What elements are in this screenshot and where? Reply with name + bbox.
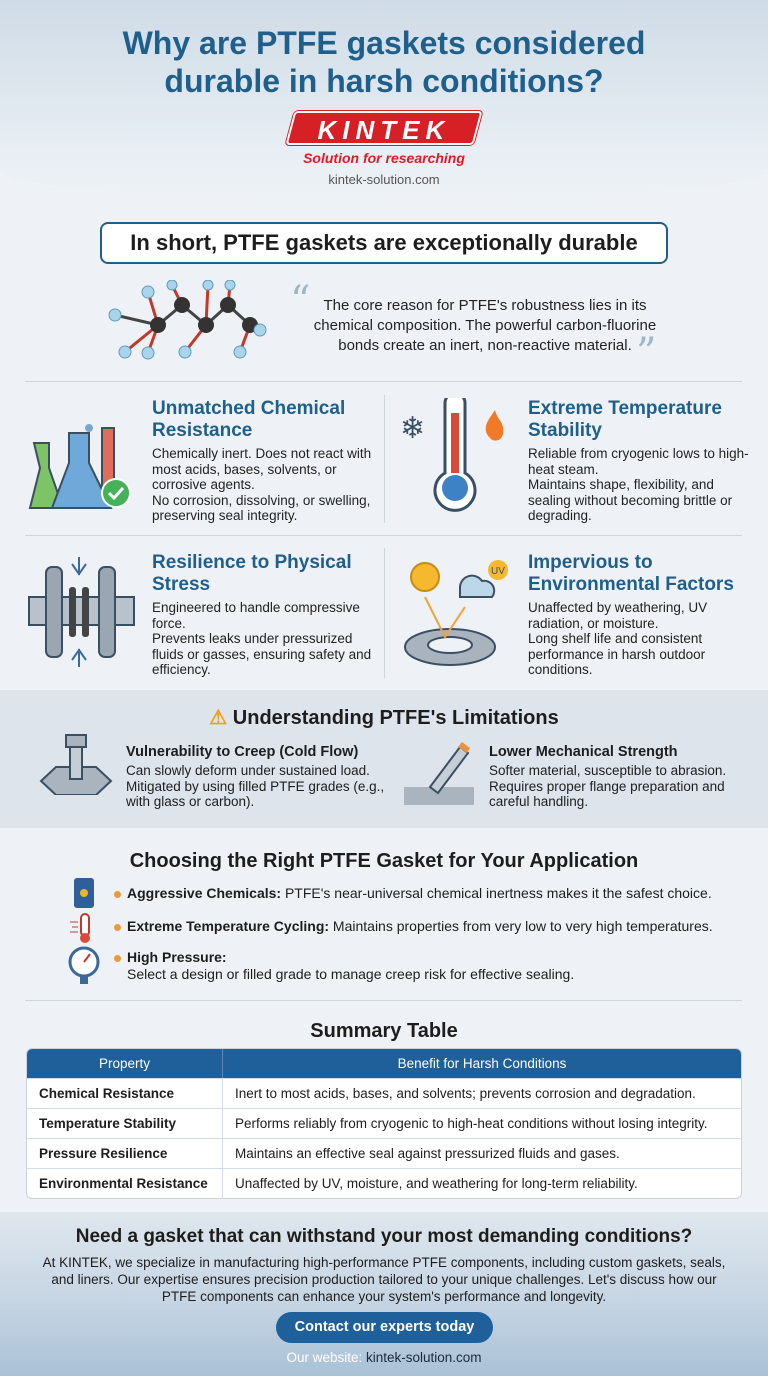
kintek-logo: KINTEK — [285, 111, 482, 145]
table-header-row — [27, 1049, 741, 1078]
contact-experts-button[interactable]: Contact our experts today — [276, 1312, 493, 1343]
feature-text: Unaffected by weathering, UV radiation, or moisture. Long shelf life and consistent performance in harsh outdoor conditions. — [528, 600, 708, 677]
scratch-tool-icon — [402, 742, 477, 807]
table-row — [27, 1138, 741, 1168]
feature-text: Chemically inert. Does not react with most acids, bases, solvents, or corrosive agents. No corrosion, dissolving, or swelling, preserving seal integrity. — [152, 446, 372, 523]
ptfe-molecule-icon — [100, 280, 270, 370]
warning-icon: ⚠ — [209, 707, 228, 729]
choosing-item: Extreme Temperature Cycling: Maintains properties from very low to very high temperatures. — [114, 918, 713, 935]
choosing-item: High Pressure: Select a design or filled grade to manage creep risk for effective sealing. — [114, 949, 574, 983]
quote-text: The core reason for PTFE's robustness lies in its chemical composition. The powerful carbon-fluorine bonds create an inert, non-reactive material. — [313, 297, 657, 354]
slogan: Solution for researching — [303, 150, 465, 166]
compressed-flange-icon — [24, 552, 144, 672]
lab-flasks-icon — [24, 398, 144, 518]
table-cell: Performs reliably from cryogenic to high-heat conditions without losing integrity. — [223, 1108, 741, 1138]
feature-temperature-stability — [400, 398, 760, 543]
table-cell: Environmental Resistance — [27, 1168, 223, 1198]
cta-text: At KINTEK, we specialize in manufacturing high-performance PTFE components, including custom gaskets, seals, and liners. Our expertise ensures precision production tailored to your unique challenges. Let's discuss how our PTFE components can enhance your system's performance and longevity. — [42, 1255, 726, 1304]
feature-title: Impervious to Environmental Factors — [528, 552, 734, 595]
feature-text: Reliable from cryogenic lows to high-heat steam. Maintains shape, flexibility, and sealing without becoming brittle or degrading. — [528, 446, 749, 523]
feature-title: Extreme Temperature Stability — [528, 398, 722, 441]
quote-close-icon: ” — [636, 330, 657, 376]
column-header: Benefit for Harsh Conditions — [223, 1049, 741, 1078]
feature-physical-stress — [24, 552, 384, 697]
divider — [25, 1000, 742, 1001]
table-row — [27, 1108, 741, 1138]
column-header: Property — [27, 1049, 223, 1078]
limitations-title: ⚠ Understanding PTFE's Limitations — [209, 707, 559, 729]
svg-text:UV: UV — [491, 566, 505, 577]
table-cell: Inert to most acids, bases, and solvents; prevents corrosion and degradation. — [223, 1078, 741, 1108]
pressure-gauge-icon — [68, 946, 100, 986]
table-row — [27, 1168, 741, 1198]
choosing-item: Aggressive Chemicals: PTFE's near-universal chemical inertness makes it the safest choice. — [114, 885, 712, 902]
svg-text:❄: ❄ — [400, 412, 426, 445]
page-title: Why are PTFE gaskets considered durable in harsh conditions? — [122, 25, 646, 99]
feature-title: Resilience to Physical Stress — [152, 552, 352, 595]
header-url[interactable]: kintek-solution.com — [328, 172, 440, 187]
divider — [25, 381, 742, 382]
table-row — [27, 1078, 741, 1108]
bolt-flange-icon — [36, 733, 116, 795]
choosing-title: Choosing the Right PTFE Gasket for Your Application — [129, 850, 639, 872]
feature-environmental-factors — [400, 552, 760, 697]
feature-title: Unmatched Chemical Resistance — [152, 398, 346, 441]
table-cell: Chemical Resistance — [27, 1078, 223, 1108]
feature-chemical-resistance — [24, 398, 384, 543]
website-line: Our website: kintek-solution.com — [286, 1350, 482, 1365]
thermometer-icon — [68, 912, 98, 944]
summary-box: In short, PTFE gaskets are exceptionally durable — [100, 222, 668, 264]
website-link[interactable]: kintek-solution.com — [365, 1350, 482, 1365]
sun-cloud-gasket-icon — [400, 552, 520, 672]
table-cell: Maintains an effective seal against pressurized fluids and gases. — [223, 1138, 741, 1168]
thermometer-icon — [400, 398, 520, 518]
limitation-strength: Lower Mechanical Strength Softer material, susceptible to abrasion. Requires proper flange preparation and careful handling. — [489, 744, 727, 809]
table-cell: Unaffected by UV, moisture, and weathering for long-term reliability. — [223, 1168, 741, 1198]
limitation-creep: Vulnerability to Creep (Cold Flow) Can slowly deform under sustained load. Mitigated by using filled PTFE grades (e.g., with glass or carbon). — [126, 744, 385, 809]
table-cell: Temperature Stability — [27, 1108, 223, 1138]
quote-open-icon: “ — [290, 278, 311, 324]
feature-text: Engineered to handle compressive force. Prevents leaks under pressurized fluids or gasses, ensuring safety and efficiency. — [152, 600, 372, 677]
cta-heading: Need a gasket that can withstand your most demanding conditions? — [75, 1226, 693, 1247]
table-cell: Pressure Resilience — [27, 1138, 223, 1168]
summary-table-title: Summary Table — [310, 1020, 458, 1042]
chemical-barrel-icon — [72, 876, 96, 910]
summary-table — [26, 1048, 742, 1199]
